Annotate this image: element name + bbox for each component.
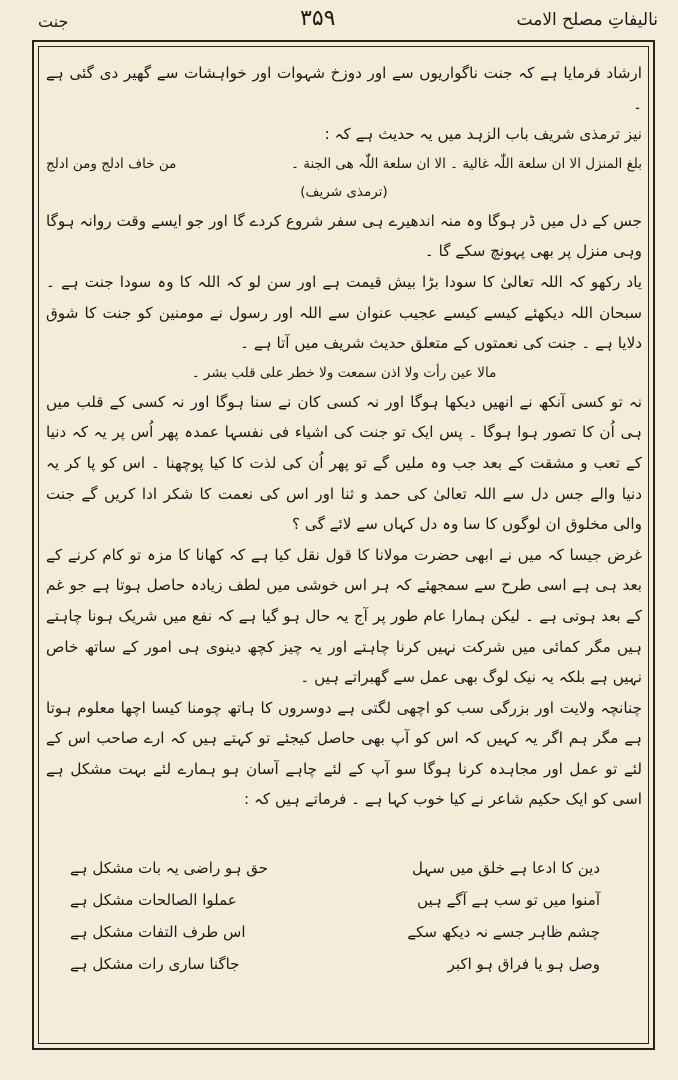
paragraph: غرض جیسا کہ میں نے ابھی حضرت مولانا کا قول نقل کیا ہے کہ کھانا کا مزہ تو کام کرنے کے بعد ہی ہے اسی طرح سے سمجھئے کہ ہر اس خوشی میں لطف زیادہ حاصل ہوتا ہے جو غم کے بعد ہوتی ہے ۔ لیکن ہمارا عام طور پر آج یہ حال ہو گیا ہے کہ نفع میں شریک ہونا چاہتے ہیں مگر کمائی میں شرکت نہیں کرنا چاہتے اور یہ چیز کچھ دینوی ہی امور کے ساتھ خاص نہیں ہے بلکہ یہ نیک لوگ بھی عمل سے گھبراتے ہیں ۔: [46, 545, 642, 687]
page-number: ۳۵۹: [300, 6, 336, 31]
hadith-text: من خاف ادلج ومن ادلج: [46, 155, 177, 172]
poem-couplet: [70, 948, 600, 980]
chapter-title: جنت: [38, 12, 69, 31]
poem-couplet: [70, 884, 600, 916]
hadith-quote: مالا عین رأت ولا اذن سمعت ولا خطر علی قلب بشر ۔: [191, 364, 497, 381]
poem-couplet: [70, 916, 600, 948]
poem-hemistich: وصل ہو یا فراق ہو اکبر: [447, 955, 600, 973]
poem-hemistich: جاگنا ساری رات مشکل ہے: [70, 955, 240, 973]
poem-hemistich: عملوا الصالحات مشکل ہے: [70, 891, 237, 909]
paragraph: نیز ترمذی شریف باب الزہد میں یہ حدیث ہے کہ :: [324, 125, 642, 144]
paragraph: چنانچہ ولایت اور بزرگی سب کو اچھی لگتی ہے دوسروں کا ہاتھ چومنا کیسا اچھا معلوم ہوتا ہے مگر ہم اگر یہ کہیں کہ اس کو آپ بھی حاصل کیجئے تو کہتے ہیں کہ ارے صاحب اس کے لئے تو عمل اور مجاہدہ کرنا ہوگا سو آپ کے لئے چاہے آسان ہو ہمارے لئے بہت مشکل ہے اسی کو ایک حکیم شاعر نے کیا خوب کہا ہے ۔ فرماتے ہیں کہ :: [46, 698, 642, 809]
poem-couplet: [70, 852, 600, 884]
paragraph: نہ تو کسی آنکھ نے انھیں دیکھا ہوگا اور نہ کسی کان نے سنا ہوگا اور نہ کسی کے قلب میں ہی اُن کا تصور ہوا ہوگا ۔ پس ایک تو جنت کی اشیاء فی نفسہا عمدہ پھر اُس پر یہ کہ دنیا کے تعب و مشقت کے بعد جب وہ ملیں گے تو پھر اُن کی لذت کا کیا پوچھنا ۔ اس کو پا کر یہ دنیا والے جس دل سے اللہ تعالیٰ کی حمد و ثنا اور اس کی نعمت کا شکر ادا کریں گے جنت والی مخلوق ان لوگوں کا سا وہ دل کہاں سے لائے گی ؟: [46, 392, 642, 534]
poem-hemistich: آمنوا میں تو سب ہے آگے ہیں: [417, 891, 600, 909]
poem-hemistich: چشم ظاہر جسے نہ دیکھ سکے: [407, 923, 600, 941]
page-header: [0, 6, 678, 42]
book-title: نالیفاتِ مصلح الامت: [516, 10, 658, 30]
poem-hemistich: دین کا ادعا ہے خلق میں سہل: [412, 859, 600, 877]
paragraph: یاد رکھو کہ اللہ تعالیٰ کا سودا بڑا بیش قیمت ہے اور سن لو کہ اللہ کا وہ سودا جنت ہے ۔ سبحان اللہ دیکھئے کیسے کیسے عجیب عنوان سے اللہ اور رسول نے مومنین کو جنت کا شوق دلایا ہے ۔ جنت کی نعمتوں کے متعلق حدیث شریف میں آتا ہے ۔: [46, 272, 642, 353]
hadith-row: [46, 150, 642, 178]
paragraph: ارشاد فرمایا ہے کہ جنت ناگواریوں سے اور دوزخ شہوات اور خواہشات سے گھیر دی گئی ہے ۔: [46, 64, 642, 113]
poem: [70, 852, 600, 980]
poem-hemistich: اس طرف التفات مشکل ہے: [70, 923, 246, 941]
hadith-line: بلغ المنزل الا ان سلعة اللّٰہ غالیة ۔ الا ان سلعة اللّٰہ ھی الجنة ۔: [291, 155, 642, 172]
hadith-source: (ترمذی شریف): [300, 183, 388, 200]
paragraph: جس کے دل میں ڈر ہوگا وہ منہ اندھیرے ہی سفر شروع کردے گا اور جو ایسے وقت روانہ ہوگا وہی منزل پر بھی پہونچ سکے گا ۔: [46, 211, 642, 261]
poem-hemistich: حق ہو راضی یہ بات مشکل ہے: [70, 859, 269, 877]
